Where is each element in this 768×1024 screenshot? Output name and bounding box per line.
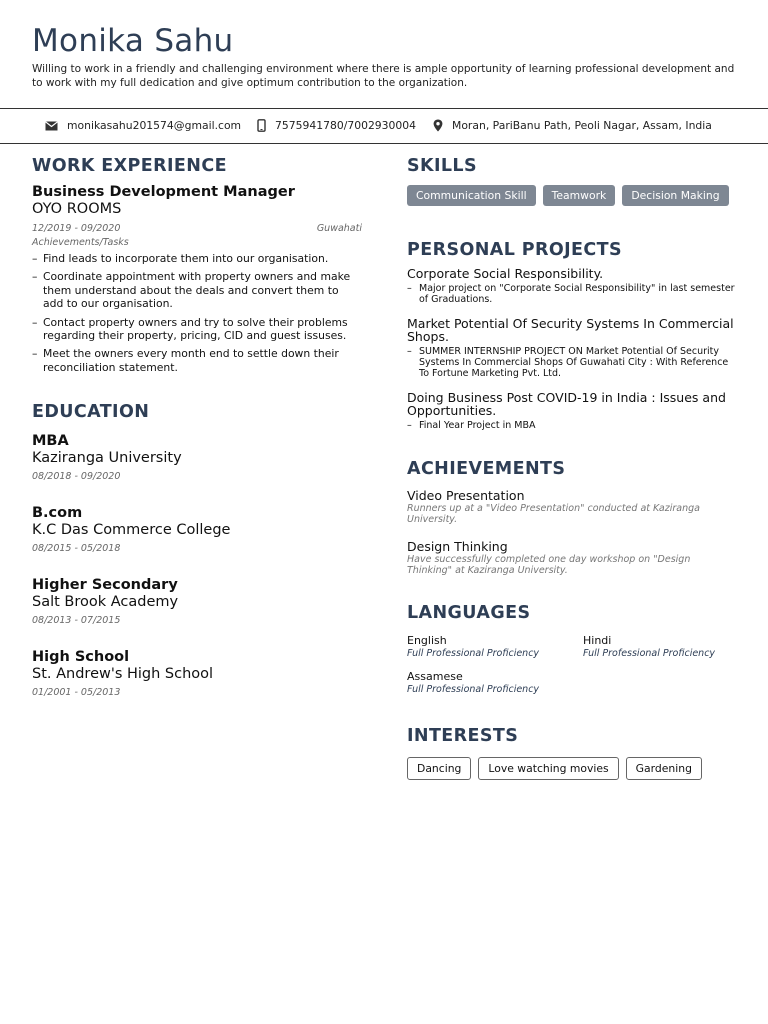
project-desc: – Final Year Project in MBA [407,420,737,431]
job-subheading: Achievements/Tasks [32,237,129,248]
skill-pill: Decision Making [622,185,728,206]
education-entry [32,504,362,556]
achievement-desc: Runners up at a "Video Presentation" conducted at Kaziranga University. [407,502,700,525]
skill-pill: Communication Skill [407,185,536,206]
edu-school: Kaziranga University [32,450,182,467]
project-desc-list [407,420,737,431]
project-title: Corporate Social Responsibility. [407,266,604,281]
education-section [32,401,362,700]
language-name: Hindi [583,633,612,647]
education-entry [32,432,362,484]
projects-section [407,239,737,431]
job-role: Business Development Manager [32,184,295,200]
achievement-entry [407,539,737,577]
interests-section [407,725,737,780]
language-level: Full Professional Proficiency [407,683,540,695]
section-title-languages: LANGUAGES [407,602,531,623]
phone-icon [257,119,266,132]
skills-section [407,155,737,206]
language-level: Full Professional Proficiency [583,647,716,659]
job-entry [32,183,362,374]
work-experience-section [32,155,362,374]
contact-email [45,119,241,132]
task-item: – Find leads to incorporate them into our organisation. [32,252,362,265]
project-entry [407,391,737,431]
interest-tag: Gardening [626,757,702,780]
skill-pill: Teamwork [543,185,616,206]
task-item: – Meet the owners every month end to settle down their reconciliation statement. [32,347,362,374]
edu-dates: 08/2018 - 09/2020 [32,471,121,483]
contact-bar [0,108,768,144]
project-entry [407,317,737,379]
section-title-interests: INTERESTS [407,725,519,746]
resume-header [0,0,768,90]
education-entry [32,576,362,628]
achievement-desc: Have successfully completed one day workshop on "Design Thinking" at Kaziranga University. [407,553,691,576]
section-title-skills: SKILLS [407,156,477,176]
edu-school: K.C Das Commerce College [32,522,231,539]
languages-section [407,602,737,696]
email-icon [45,121,58,131]
left-column [32,155,362,700]
achievements-section [407,458,737,577]
interests-list [407,757,737,780]
edu-dates: 01/2001 - 05/2013 [32,687,121,699]
task-item: – Contact property owners and try to solve their problems regarding their property, pricing, CID and guest issuses. [32,316,362,343]
summary-text: Willing to work in a friendly and challenging environment where there is ample opportunity of learning professional development and to work with my full dedication and give optimum contribution to the organization. [32,63,735,89]
education-entry [32,648,362,700]
language-name: English [407,633,447,647]
project-desc: – SUMMER INTERNSHIP PROJECT ON Market Potential Of Security Systems In Commercial Shops Of Guwahati City : With Reference To Fortune Marketing Pvt. Ltd. [407,346,737,379]
address-text: Moran, PariBanu Path, Peoli Nagar, Assam, India [452,119,712,132]
section-title-projects: PERSONAL PROJECTS [407,240,622,260]
edu-degree: B.com [32,505,83,522]
phone-text: 7575941780/7002930004 [275,119,417,132]
edu-degree: High School [32,649,130,666]
job-meta [32,222,362,236]
project-title: Market Potential Of Security Systems In Commercial Shops. [407,315,734,344]
language-entry [407,634,583,660]
language-name: Assamese [407,669,463,683]
achievement-entry [407,488,737,526]
section-title-work: WORK EXPERIENCE [32,156,227,176]
job-company: OYO ROOMS [32,201,122,217]
project-desc: – Major project on "Corporate Social Responsibility" in last semester of Graduations. [407,283,737,305]
achievement-title: Design Thinking [407,538,508,554]
job-location: Guwahati [316,223,362,234]
edu-dates: 08/2015 - 05/2018 [32,543,121,555]
language-level: Full Professional Proficiency [407,647,540,659]
project-title: Doing Business Post COVID-19 in India : Issues and Opportunities. [407,389,726,418]
contact-address [433,119,712,132]
achievement-title: Video Presentation [407,487,525,503]
location-icon [433,119,443,132]
language-entry [583,634,733,660]
project-desc-list [407,283,737,305]
language-entry [407,670,583,696]
skills-list [407,185,737,206]
job-dates: 12/2019 - 09/2020 [32,223,121,234]
project-entry [407,267,737,305]
interest-tag: Dancing [407,757,471,780]
edu-school: Salt Brook Academy [32,594,179,611]
contact-phone [257,119,416,132]
task-list [32,252,362,374]
edu-degree: MBA [32,433,69,450]
edu-school: St. Andrew's High School [32,666,214,683]
email-text: monikasahu201574@gmail.com [67,119,242,132]
section-title-education: EDUCATION [32,402,150,423]
interest-tag: Love watching movies [478,757,618,780]
section-title-achievements: ACHIEVEMENTS [407,458,566,479]
candidate-name: Monika Sahu [32,23,234,59]
languages-list [407,634,737,696]
project-desc-list [407,346,737,379]
edu-degree: Higher Secondary [32,577,178,594]
right-column [407,155,737,780]
edu-dates: 08/2013 - 07/2015 [32,615,121,627]
task-item: – Coordinate appointment with property owners and make them understand about the deals and convert them to add to our organisation. [32,270,362,310]
